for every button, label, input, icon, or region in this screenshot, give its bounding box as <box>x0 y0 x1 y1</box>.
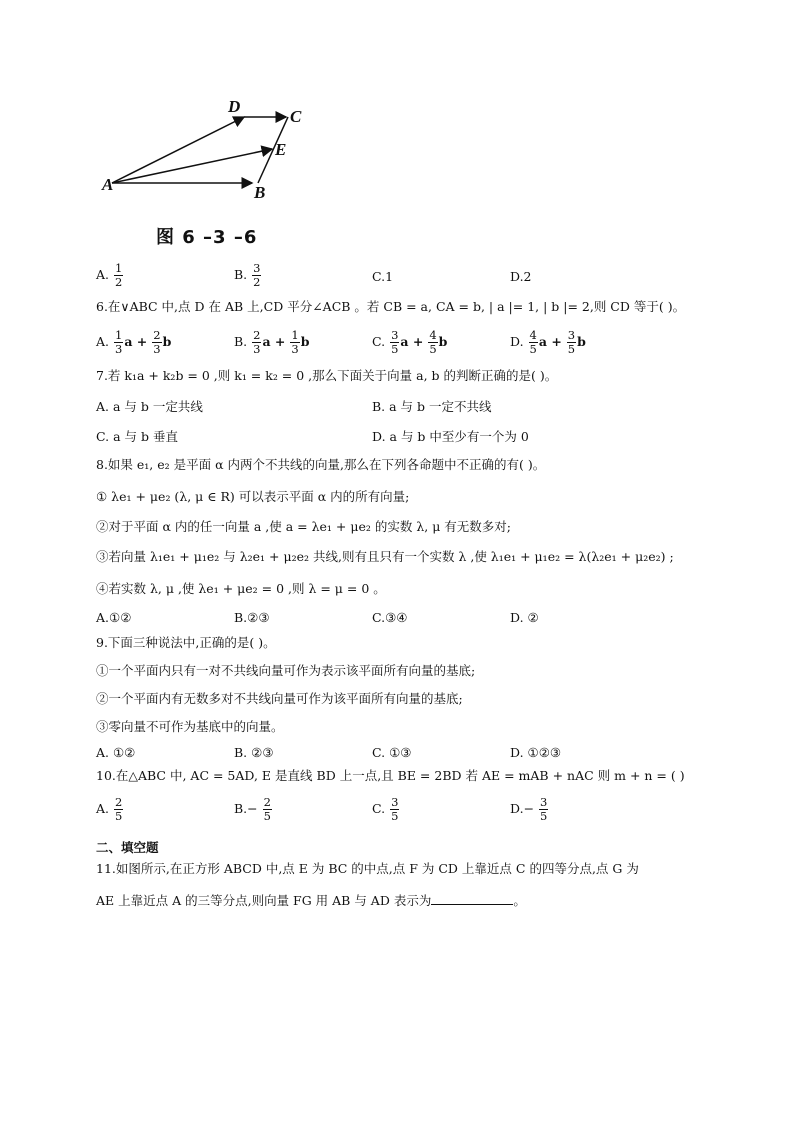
q5-option-d[interactable]: D.2 <box>510 269 532 284</box>
q9-option-a[interactable]: A. ①② <box>96 745 136 760</box>
geometry-figure <box>100 95 320 255</box>
q8-item-1: ① λe₁ + μe₂ (λ, μ ∈ R) 可以表示平面 α 内的所有向量; <box>96 489 410 504</box>
q5-option-c[interactable]: C.1 <box>372 269 394 284</box>
q8-stem: 8.如果 e₁, e₂ 是平面 α 内两个不共线的向量,那么在下列各命题中不正确的有( )。 <box>96 457 546 472</box>
fraction: $\frac{3}{2}$ <box>253 261 261 289</box>
label-E: E <box>275 140 287 159</box>
q8-option-a[interactable]: A.①② <box>96 610 132 625</box>
q10-option-c[interactable]: C. $\frac{3}{5}$ <box>372 795 399 823</box>
q9-option-b[interactable]: B. ②③ <box>234 745 274 760</box>
q5-options <box>96 262 736 298</box>
figure-caption: 图 6 –3 –6 <box>156 227 258 248</box>
q7-stem: 7.若 k₁a + k₂b = 0 ,则 k₁ = k₂ = 0 ,那么下面关于向量 a, b 的判断正确的是( )。 <box>96 368 558 383</box>
q9-option-d[interactable]: D. ①②③ <box>510 745 562 760</box>
q10-stem: 10.在△ABC 中, AC = 5AD, E 是直线 BD 上一点,且 BE = 2BD 若 AE = mAB + nAC 则 m + n = ( ) <box>96 768 685 783</box>
q8-item-2: ②对于平面 α 内的任一向量 a ,使 a = λe₁ + μe₂ 的实数 λ, μ 有无数多对; <box>96 519 512 534</box>
q6-options <box>96 329 736 365</box>
q10-options <box>96 796 736 832</box>
section-heading-fill-in: 二、填空题 <box>96 840 159 855</box>
q9-item-2: ②一个平面内有无数多对不共线向量可作为该平面所有向量的基底; <box>96 691 463 706</box>
q6-option-d[interactable]: D. $\frac{4}{5}$ a + $\frac{3}{5}$ b <box>510 328 586 356</box>
vector-AD <box>112 117 244 183</box>
q5-option-b[interactable]: B. $\frac{3}{2}$ <box>234 261 261 289</box>
answer-blank[interactable] <box>431 892 513 905</box>
q7-option-c[interactable]: C. a 与 b 垂直 <box>96 429 178 444</box>
q10-option-a[interactable]: A. $\frac{2}{5}$ <box>96 795 123 823</box>
q11-line-2: AE 上靠近点 A 的三等分点,则向量 FG 用 AB 与 AD 表示为 。 <box>96 893 526 908</box>
quadrilateral-diagram <box>100 95 320 215</box>
q10-option-d[interactable]: D.− $\frac{3}{5}$ <box>510 795 548 823</box>
q7-option-a[interactable]: A. a 与 b 一定共线 <box>96 399 203 414</box>
q9-item-1: ①一个平面内只有一对不共线向量可作为表示该平面所有向量的基底; <box>96 663 476 678</box>
q9-stem: 9.下面三种说法中,正确的是( )。 <box>96 635 276 650</box>
q8-item-4: ④若实数 λ, μ ,使 λe₁ + μe₂ = 0 ,则 λ = μ = 0 。 <box>96 581 386 596</box>
q9-item-3: ③零向量不可作为基底中的向量。 <box>96 719 284 734</box>
q7-option-d[interactable]: D. a 与 b 中至少有一个为 0 <box>372 429 529 444</box>
q11-line-1: 11.如图所示,在正方形 ABCD 中,点 E 为 BC 的中点,点 F 为 CD 上靠近点 C 的四等分点,点 G 为 <box>96 861 639 876</box>
q8-option-c[interactable]: C.③④ <box>372 610 408 625</box>
q10-option-b[interactable]: B.− $\frac{2}{5}$ <box>234 795 271 823</box>
vector-AE <box>112 149 272 183</box>
q6-stem: 6.在∨ABC 中,点 D 在 AB 上,CD 平分∠ACB 。若 CB = a, CA = b, | a |= 1, | b |= 2,则 CD 等于( )。 <box>96 299 686 314</box>
q6-option-b[interactable]: B. $\frac{2}{3}$ a + $\frac{1}{3}$ b <box>234 328 310 356</box>
q6-option-a[interactable]: A. $\frac{1}{3}$ a + $\frac{2}{3}$ b <box>96 328 172 356</box>
q6-option-c[interactable]: C. $\frac{3}{5}$ a + $\frac{4}{5}$ b <box>372 328 448 356</box>
q9-option-c[interactable]: C. ①③ <box>372 745 412 760</box>
label-B: B <box>254 183 266 202</box>
q8-option-d[interactable]: D. ② <box>510 610 539 625</box>
label-C: C <box>290 107 302 126</box>
q8-item-3: ③若向量 λ₁e₁ + μ₁e₂ 与 λ₂e₁ + μ₂e₂ 共线,则有且只有一个实数 λ ,使 λ₁e₁ + μ₁e₂ = λ(λ₂e₁ + μ₂e₂) ; <box>96 549 674 564</box>
fraction: $\frac{1}{2}$ <box>115 261 123 289</box>
label-D: D <box>228 97 241 116</box>
q5-option-a[interactable]: A. $\frac{1}{2}$ <box>96 261 123 289</box>
label-A: A <box>102 175 114 194</box>
q7-option-b[interactable]: B. a 与 b 一定不共线 <box>372 399 492 414</box>
q8-option-b[interactable]: B.②③ <box>234 610 270 625</box>
